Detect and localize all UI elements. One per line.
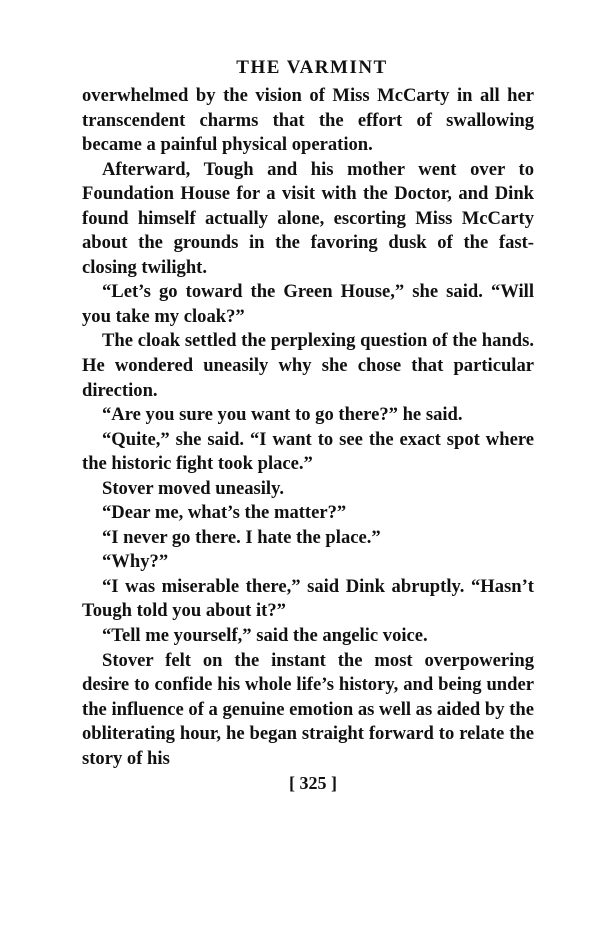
paragraph: “Tell me yourself,” said the angelic voice. <box>102 625 428 647</box>
paragraph: “Let’s go toward the Green House,” she said. “Will you take my cloak?” <box>82 281 534 327</box>
paragraph: Stover felt on the instant the most overpowering desire to confide his whole life’s history, and being under the influence of a genuine emotion as well as aided by the obliterating hour, he began straight forward to relate the story of his <box>82 649 534 769</box>
paragraph: “Why?” <box>102 551 169 573</box>
page-number: [ 325 ] <box>289 773 337 794</box>
book-page <box>82 56 534 795</box>
paragraph: “I never go there. I hate the place.” <box>102 526 381 548</box>
paragraph: Stover moved uneasily. <box>102 477 284 499</box>
paragraph: Afterward, Tough and his mother went over to Foundation House for a visit with the Doctor, and Dink found himself actually alone, escorting Miss McCarty about the grounds in the favoring dusk of the fast-closing twilight. <box>82 158 534 278</box>
body-text <box>82 84 534 771</box>
paragraph: overwhelmed by the vision of Miss McCarty in all her transcendent charms that the effort of swallowing became a painful physical operation. <box>82 85 534 156</box>
paragraph: “Quite,” she said. “I want to see the exact spot where the historic fight took place.” <box>82 428 534 475</box>
paragraph: The cloak settled the perplexing question of the hands. He wondered uneasily why she chose that particular direction. <box>82 330 534 401</box>
paragraph: “Dear me, what’s the matter?” <box>102 502 347 524</box>
paragraph: “I was miserable there,” said Dink abruptly. “Hasn’t Tough told you about it?” <box>82 575 534 622</box>
running-head: THE VARMINT <box>236 57 388 78</box>
paragraph: “Are you sure you want to go there?” he said. <box>102 404 463 426</box>
